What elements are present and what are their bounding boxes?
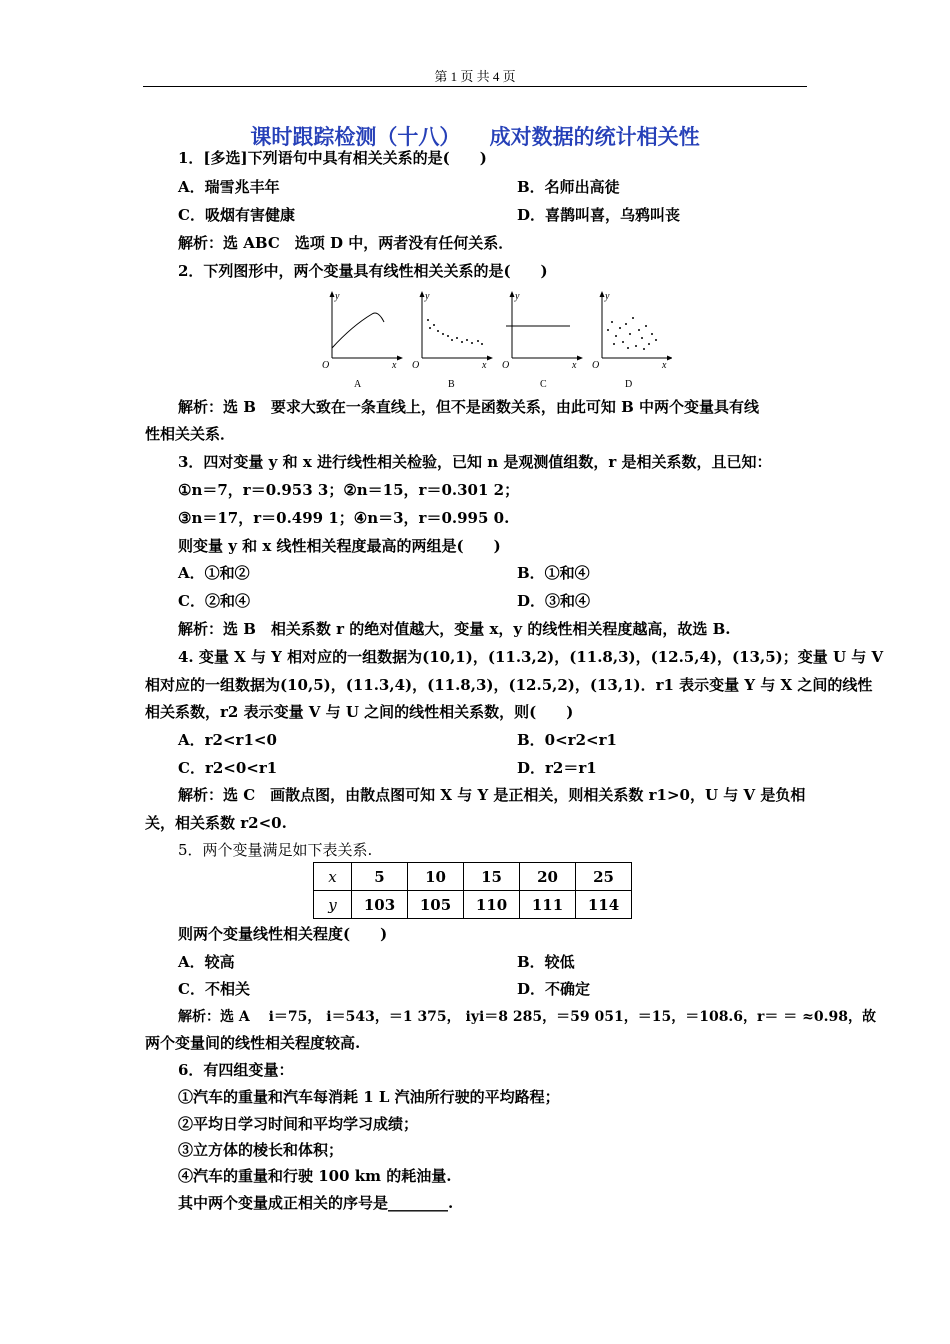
q3-data-2: ③n＝17，r＝0.499 1；④n＝3，r＝0.995 0. bbox=[178, 509, 510, 527]
q5-data-table bbox=[313, 862, 632, 919]
q4-option-c: C．r2<0<r1 bbox=[178, 759, 278, 777]
q5-option-a: A．较高 bbox=[178, 953, 235, 971]
q4-stem-2: 相对应的一组数据为(10,5)，(11.3,4)，(11.8,3)，(12.5,2)，(13,1)．r1 表示变量 Y 与 X 之间的线性 bbox=[145, 676, 873, 694]
svg-text:y: y bbox=[515, 291, 520, 302]
table-header-x: x bbox=[314, 863, 352, 891]
q1-option-d: D．喜鹊叫喜，乌鸦叫丧 bbox=[517, 206, 681, 224]
q4-stem-3: 相关系数，r2 表示变量 V 与 U 之间的线性相关系数，则( ) bbox=[145, 703, 574, 721]
q1-option-c: C．吸烟有害健康 bbox=[178, 206, 295, 224]
svg-text:O: O bbox=[592, 360, 600, 371]
svg-text:O: O bbox=[412, 360, 420, 371]
q6-item-2: ②平均日学习时间和平均学习成绩； bbox=[178, 1115, 419, 1133]
q6-item-3: ③立方体的棱长和体积； bbox=[178, 1141, 344, 1159]
q3-answer: 解析：选 B 相关系数 r 的绝对值越大，变量 x，y 的线性相关程度越高，故选 B. bbox=[178, 620, 731, 638]
q6-item-4: ④汽车的重量和行驶 100 km 的耗油量. bbox=[178, 1167, 452, 1185]
svg-text:x: x bbox=[572, 360, 577, 371]
q2-answer: 解析：选 B 要求大致在一条直线上，但不是函数关系，由此可知 B 中两个变量具有线 bbox=[178, 398, 760, 416]
q2-figure bbox=[312, 288, 672, 392]
q3-option-d: D．③和④ bbox=[517, 592, 591, 610]
svg-text:O: O bbox=[502, 360, 510, 371]
q5-answer: 解析：选 A i＝75， i＝543，＝1 375， iyi＝8 285，＝59 051，＝15，＝108.6，r＝ ＝ ≈0.98，故 bbox=[178, 1009, 877, 1025]
q4-stem-1: 4. 变量 X 与 Y 相对应的一组数据为(10,1)，(11.3,2)，(11.8,3)，(12.5,4)，(13,5)；变量 U 与 V bbox=[178, 648, 884, 666]
q5-option-d: D．不确定 bbox=[517, 980, 591, 998]
header-rule bbox=[143, 86, 807, 87]
svg-text:x: x bbox=[482, 360, 487, 371]
q6-stem: 6．有四组变量： bbox=[178, 1061, 294, 1079]
q1-stem: 1．[多选]下列语句中具有相关关系的是( ) bbox=[178, 149, 487, 167]
table-header-y: y bbox=[314, 891, 352, 919]
q4-option-a: A．r2<r1<0 bbox=[178, 731, 277, 749]
fig-label-a: A bbox=[354, 379, 362, 390]
q1-option-b: B．名师出高徒 bbox=[517, 178, 620, 196]
table-cell: 20 bbox=[520, 863, 576, 891]
page-header: 第 1 页 共 4 页 bbox=[434, 69, 516, 84]
q6-ask: 其中两个变量成正相关的序号是________. bbox=[178, 1194, 454, 1212]
table-row bbox=[314, 863, 632, 891]
table-cell: 5 bbox=[352, 863, 408, 891]
table-cell: 10 bbox=[408, 863, 464, 891]
q4-answer-cont: 关，相关系数 r2<0. bbox=[145, 814, 287, 832]
fig-label-c: C bbox=[540, 379, 547, 390]
svg-text:y: y bbox=[425, 291, 430, 302]
q4-option-d: D．r2＝r1 bbox=[517, 759, 597, 777]
q5-option-b: B．较低 bbox=[517, 953, 575, 971]
svg-text:y: y bbox=[335, 291, 340, 302]
svg-text:O: O bbox=[322, 360, 330, 371]
q4-option-b: B．0<r2<r1 bbox=[517, 731, 617, 749]
q5-answer-cont: 两个变量间的线性相关程度较高. bbox=[145, 1034, 361, 1052]
table-cell: 105 bbox=[408, 891, 464, 919]
q6-item-1: ①汽车的重量和汽车每消耗 1 L 汽油所行驶的平均路程； bbox=[178, 1088, 560, 1106]
q3-ask: 则变量 y 和 x 线性相关程度最高的两组是( ) bbox=[178, 537, 501, 555]
svg-text:x: x bbox=[662, 360, 667, 371]
svg-text:x: x bbox=[392, 360, 397, 371]
q5-ask: 则两个变量线性相关程度( ) bbox=[178, 925, 388, 943]
q4-answer: 解析：选 C 画散点图，由散点图可知 X 与 Y 是正相关，则相关系数 r1>0，U 与 V 是负相 bbox=[178, 786, 806, 804]
fig-label-d: D bbox=[625, 379, 633, 390]
table-row bbox=[314, 891, 632, 919]
q3-option-b: B．①和④ bbox=[517, 564, 590, 582]
q3-data-1: ①n＝7，r＝0.953 3；②n＝15，r＝0.301 2； bbox=[178, 481, 520, 499]
q5-option-c: C．不相关 bbox=[178, 980, 250, 998]
q1-answer: 解析：选 ABC 选项 D 中，两者没有任何关系． bbox=[178, 234, 514, 252]
q3-option-c: C．②和④ bbox=[178, 592, 250, 610]
table-cell: 110 bbox=[464, 891, 520, 919]
table-cell: 15 bbox=[464, 863, 520, 891]
q2-stem: 2．下列图形中，两个变量具有线性相关关系的是( ) bbox=[178, 262, 548, 280]
svg-text:y: y bbox=[605, 291, 610, 302]
table-cell: 114 bbox=[576, 891, 632, 919]
q1-option-a: A．瑞雪兆丰年 bbox=[178, 178, 280, 196]
fig-label-b: B bbox=[448, 379, 455, 390]
q2-answer-cont: 性相关关系． bbox=[145, 425, 236, 443]
q5-stem: 5．两个变量满足如下表关系. bbox=[178, 841, 373, 859]
q3-stem: 3．四对变量 y 和 x 进行线性相关检验，已知 n 是观测值组数，r 是相关系数，且已知： bbox=[178, 453, 772, 471]
table-cell: 103 bbox=[352, 891, 408, 919]
q3-option-a: A．①和② bbox=[178, 564, 250, 582]
table-cell: 111 bbox=[520, 891, 576, 919]
table-cell: 25 bbox=[576, 863, 632, 891]
document-title: 课时跟踪检测（十八） 成对数据的统计相关性 bbox=[250, 125, 700, 149]
